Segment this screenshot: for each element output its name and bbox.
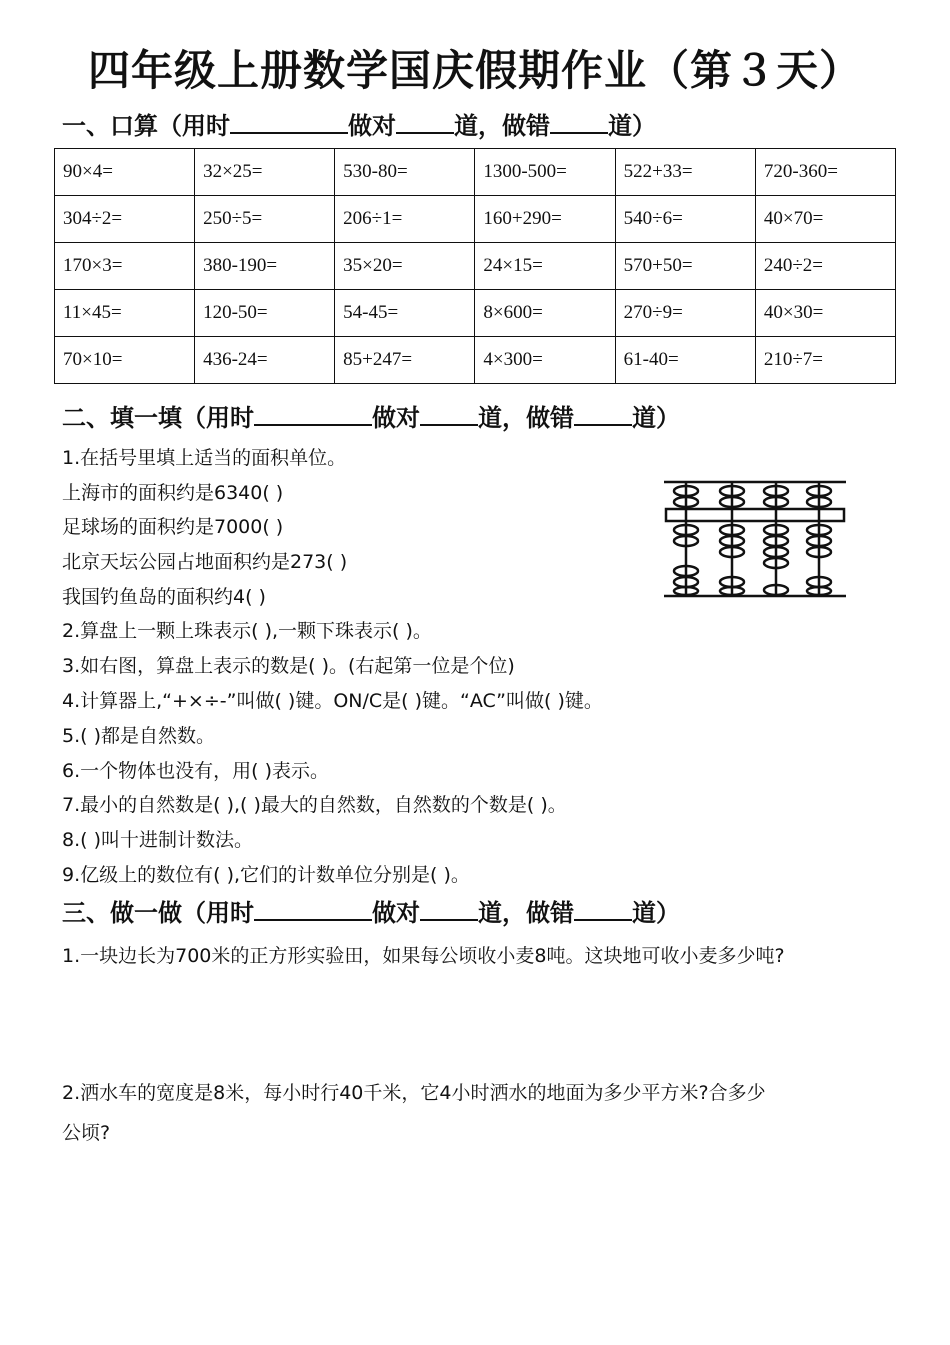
calc-cell: 210÷7=: [755, 337, 895, 384]
calc-cell: 304÷2=: [55, 196, 195, 243]
fill-item-1: 1.在括号里填上适当的面积单位。: [62, 447, 347, 469]
table-row: [55, 337, 896, 384]
fill-item-1d: 我国钓鱼岛的面积约4( ): [62, 586, 266, 608]
calc-cell: 40×70=: [755, 196, 895, 243]
fill-item-5: 5.( )都是自然数。: [62, 725, 215, 747]
calc-cell: 380-190=: [195, 243, 335, 290]
fill-item-1b: 足球场的面积约是7000( ): [62, 516, 284, 538]
calc-cell: 54-45=: [335, 290, 475, 337]
fill-item-4: 4.计算器上,“+×÷-”叫做( )键。ON/C是( )键。“AC”叫做( )键。: [62, 690, 603, 712]
calc-cell: 40×30=: [755, 290, 895, 337]
page-title: 四年级上册数学国庆假期作业（第３天）: [87, 46, 862, 95]
calc-cell: 720-360=: [755, 149, 895, 196]
fill-item-9: 9.亿级上的数位有( ),它们的计数单位分别是( )。: [62, 864, 470, 886]
calc-cell: 240÷2=: [755, 243, 895, 290]
calc-cell: 436-24=: [195, 337, 335, 384]
fill-item-8: 8.( )叫十进制计数法。: [62, 829, 253, 851]
calc-cell: 8×600=: [475, 290, 615, 337]
calc-cell: 70×10=: [55, 337, 195, 384]
calc-cell: 85+247=: [335, 337, 475, 384]
problem-2-line-2: 公顷?: [62, 1122, 111, 1144]
section-2-heading: 二、填一填（用时 做对 道，做错 道）: [62, 404, 680, 432]
calc-cell: 120-50=: [195, 290, 335, 337]
calc-cell: 250÷5=: [195, 196, 335, 243]
calc-cell: 24×15=: [475, 243, 615, 290]
calc-cell: 160+290=: [475, 196, 615, 243]
fill-item-7: 7.最小的自然数是( ),( )最大的自然数，自然数的个数是( )。: [62, 794, 567, 816]
calc-cell: 170×3=: [55, 243, 195, 290]
calc-cell: 1300-500=: [475, 149, 615, 196]
fill-item-1a: 上海市的面积约是6340( ): [62, 482, 284, 504]
section-1-heading: 一、口算（用时 做对 道，做错 道）: [62, 112, 656, 140]
section-3-heading: 三、做一做（用时 做对 道，做错 道）: [62, 899, 680, 927]
abacus-figure: [662, 478, 848, 600]
calc-cell: 270÷9=: [615, 290, 755, 337]
table-row: [55, 149, 896, 196]
calc-cell: 530-80=: [335, 149, 475, 196]
table-row: [55, 243, 896, 290]
calc-cell: 90×4=: [55, 149, 195, 196]
fill-item-6: 6.一个物体也没有，用( )表示。: [62, 760, 329, 782]
calc-cell: 32×25=: [195, 149, 335, 196]
calc-cell: 206÷1=: [335, 196, 475, 243]
fill-item-3: 3.如右图，算盘上表示的数是( )。(右起第一位是个位): [62, 655, 515, 677]
fill-item-2: 2.算盘上一颗上珠表示( ),一颗下珠表示( )。: [62, 620, 432, 642]
calc-cell: 35×20=: [335, 243, 475, 290]
fill-item-1c: 北京天坛公园占地面积约是273( ): [62, 551, 348, 573]
problem-2-line-1: 2.洒水车的宽度是8米，每小时行40千米，它4小时洒水的地面为多少平方米?合多少: [62, 1082, 766, 1104]
calc-cell: 540÷6=: [615, 196, 755, 243]
mental-math-table: [54, 148, 896, 384]
problem-1: 1.一块边长为700米的正方形实验田，如果每公顷收小麦8吨。这块地可收小麦多少吨?: [62, 945, 785, 967]
calc-cell: 522+33=: [615, 149, 755, 196]
calc-cell: 61-40=: [615, 337, 755, 384]
table-row: [55, 196, 896, 243]
calc-cell: 11×45=: [55, 290, 195, 337]
table-row: [55, 290, 896, 337]
calc-cell: 570+50=: [615, 243, 755, 290]
calc-cell: 4×300=: [475, 337, 615, 384]
